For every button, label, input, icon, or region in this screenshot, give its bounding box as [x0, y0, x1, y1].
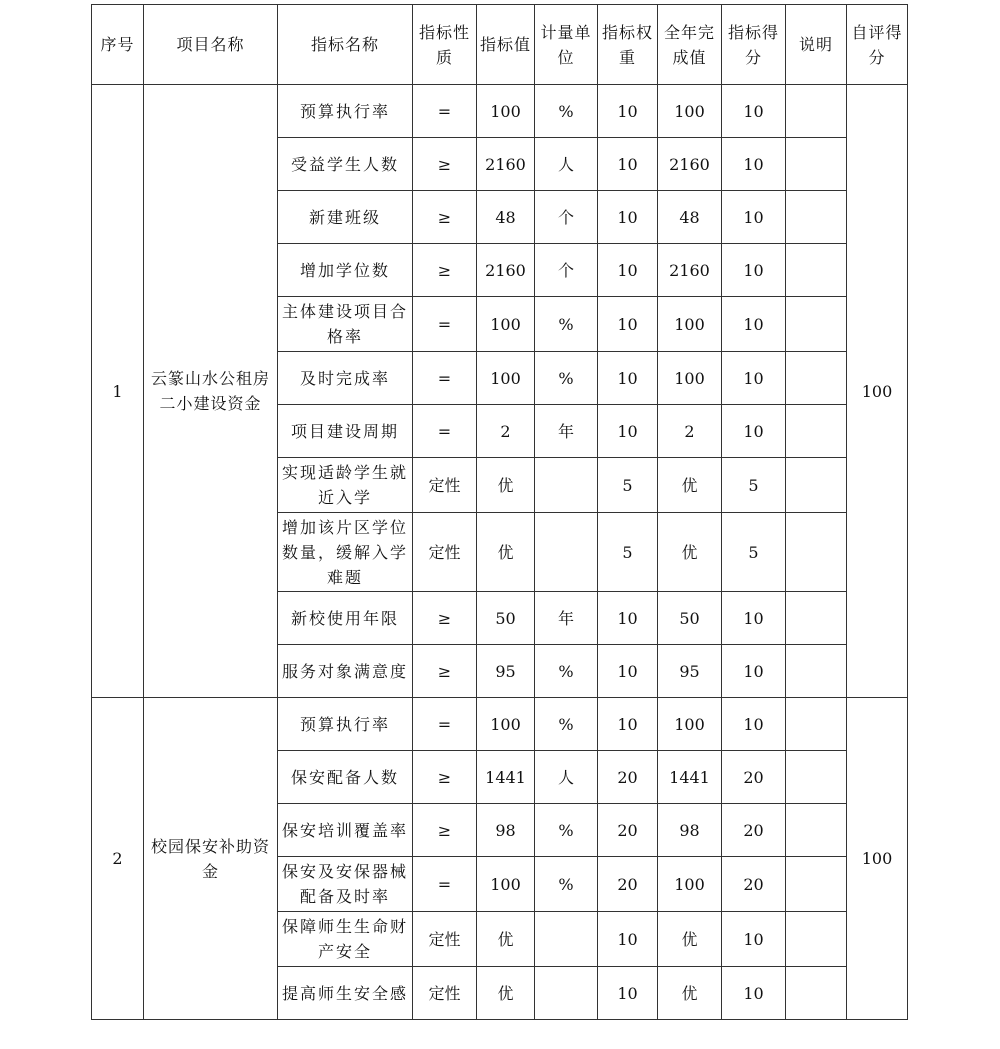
indicator-name: 保安培训覆盖率 — [278, 804, 413, 857]
indicator-actual: 优 — [658, 912, 722, 967]
indicator-score: 10 — [722, 405, 786, 458]
indicator-actual: 100 — [658, 352, 722, 405]
indicator-unit: 个 — [535, 191, 598, 244]
indicator-note — [786, 592, 847, 645]
indicator-weight: 20 — [598, 751, 658, 804]
table-row — [92, 698, 908, 751]
indicator-value: 98 — [477, 804, 535, 857]
project-seq: 1 — [92, 85, 144, 698]
indicator-note — [786, 912, 847, 967]
indicator-score: 10 — [722, 244, 786, 297]
indicator-weight: 10 — [598, 297, 658, 352]
indicator-weight: 10 — [598, 698, 658, 751]
indicator-note — [786, 191, 847, 244]
indicator-weight: 10 — [598, 967, 658, 1020]
indicator-unit: 年 — [535, 405, 598, 458]
indicator-actual: 优 — [658, 458, 722, 513]
indicator-weight: 10 — [598, 191, 658, 244]
header-actual: 全年完成值 — [658, 5, 722, 85]
indicator-name: 预算执行率 — [278, 698, 413, 751]
indicator-name: 及时完成率 — [278, 352, 413, 405]
indicator-score: 5 — [722, 513, 786, 592]
indicator-note — [786, 513, 847, 592]
indicator-nature: = — [413, 857, 477, 912]
indicator-value: 100 — [477, 352, 535, 405]
indicator-nature: 定性 — [413, 912, 477, 967]
indicator-note — [786, 804, 847, 857]
indicator-unit: 人 — [535, 751, 598, 804]
indicator-note — [786, 645, 847, 698]
indicator-value: 优 — [477, 912, 535, 967]
indicator-value: 100 — [477, 297, 535, 352]
indicator-value: 优 — [477, 967, 535, 1020]
indicator-score: 10 — [722, 645, 786, 698]
indicator-value: 2160 — [477, 244, 535, 297]
indicator-actual: 100 — [658, 297, 722, 352]
header-value: 指标值 — [477, 5, 535, 85]
project-self-score: 100 — [847, 85, 908, 698]
indicator-value: 100 — [477, 857, 535, 912]
indicator-nature: = — [413, 405, 477, 458]
indicator-note — [786, 85, 847, 138]
indicator-unit — [535, 458, 598, 513]
indicator-name: 实现适龄学生就近入学 — [278, 458, 413, 513]
indicator-name: 服务对象满意度 — [278, 645, 413, 698]
indicator-name: 保安及安保器械配备及时率 — [278, 857, 413, 912]
indicator-unit: % — [535, 857, 598, 912]
project-name: 云篆山水公租房二小建设资金 — [144, 85, 278, 698]
indicator-name: 新校使用年限 — [278, 592, 413, 645]
indicator-unit: % — [535, 698, 598, 751]
indicator-unit: % — [535, 645, 598, 698]
indicator-name: 项目建设周期 — [278, 405, 413, 458]
indicator-note — [786, 857, 847, 912]
indicator-score: 10 — [722, 191, 786, 244]
indicator-score: 20 — [722, 804, 786, 857]
header-seq: 序号 — [92, 5, 144, 85]
indicator-weight: 10 — [598, 592, 658, 645]
indicator-weight: 10 — [598, 85, 658, 138]
indicator-name: 保安配备人数 — [278, 751, 413, 804]
indicator-value: 95 — [477, 645, 535, 698]
indicator-nature: ≥ — [413, 751, 477, 804]
indicator-actual: 95 — [658, 645, 722, 698]
indicator-score: 10 — [722, 85, 786, 138]
indicator-note — [786, 458, 847, 513]
header-score: 指标得分 — [722, 5, 786, 85]
indicator-nature: = — [413, 297, 477, 352]
indicator-actual: 2160 — [658, 138, 722, 191]
indicator-weight: 10 — [598, 244, 658, 297]
indicator-note — [786, 751, 847, 804]
indicator-unit: % — [535, 804, 598, 857]
indicator-name: 新建班级 — [278, 191, 413, 244]
indicator-name: 主体建设项目合格率 — [278, 297, 413, 352]
indicator-score: 10 — [722, 138, 786, 191]
header-indicator: 指标名称 — [278, 5, 413, 85]
header-note: 说明 — [786, 5, 847, 85]
indicator-weight: 20 — [598, 857, 658, 912]
indicator-note — [786, 297, 847, 352]
indicator-actual: 50 — [658, 592, 722, 645]
indicator-note — [786, 244, 847, 297]
indicator-unit — [535, 912, 598, 967]
indicator-weight: 20 — [598, 804, 658, 857]
project-seq: 2 — [92, 698, 144, 1020]
table-row — [92, 85, 908, 138]
header-self-score: 自评得分 — [847, 5, 908, 85]
project-self-score: 100 — [847, 698, 908, 1020]
indicator-score: 20 — [722, 751, 786, 804]
indicator-nature: = — [413, 698, 477, 751]
indicator-name: 增加学位数 — [278, 244, 413, 297]
indicator-value: 优 — [477, 513, 535, 592]
indicator-weight: 5 — [598, 458, 658, 513]
indicator-name: 提高师生安全感 — [278, 967, 413, 1020]
indicator-note — [786, 138, 847, 191]
indicator-score: 10 — [722, 352, 786, 405]
indicator-score: 10 — [722, 297, 786, 352]
indicator-note — [786, 405, 847, 458]
indicator-unit — [535, 513, 598, 592]
indicator-score: 10 — [722, 592, 786, 645]
indicator-value: 2160 — [477, 138, 535, 191]
indicator-actual: 48 — [658, 191, 722, 244]
indicator-unit: 人 — [535, 138, 598, 191]
indicator-nature: ≥ — [413, 244, 477, 297]
indicator-weight: 10 — [598, 645, 658, 698]
indicator-unit: % — [535, 352, 598, 405]
indicator-weight: 10 — [598, 138, 658, 191]
indicator-nature: 定性 — [413, 513, 477, 592]
indicator-actual: 优 — [658, 513, 722, 592]
header-nature: 指标性质 — [413, 5, 477, 85]
indicator-weight: 10 — [598, 405, 658, 458]
indicator-nature: ≥ — [413, 138, 477, 191]
indicator-actual: 优 — [658, 967, 722, 1020]
indicator-note — [786, 698, 847, 751]
indicator-nature: = — [413, 352, 477, 405]
indicator-unit: 年 — [535, 592, 598, 645]
indicator-nature: ≥ — [413, 191, 477, 244]
indicator-name: 预算执行率 — [278, 85, 413, 138]
indicator-name: 保障师生生命财产安全 — [278, 912, 413, 967]
indicator-nature: ≥ — [413, 592, 477, 645]
indicator-actual: 1441 — [658, 751, 722, 804]
indicator-actual: 100 — [658, 698, 722, 751]
indicator-weight: 10 — [598, 912, 658, 967]
indicator-value: 100 — [477, 85, 535, 138]
indicator-unit: % — [535, 297, 598, 352]
indicator-nature: 定性 — [413, 967, 477, 1020]
indicator-score: 10 — [722, 912, 786, 967]
indicator-score: 20 — [722, 857, 786, 912]
indicator-value: 50 — [477, 592, 535, 645]
indicator-note — [786, 352, 847, 405]
indicator-nature: ≥ — [413, 645, 477, 698]
indicator-weight: 10 — [598, 352, 658, 405]
indicator-note — [786, 967, 847, 1020]
header-unit: 计量单位 — [535, 5, 598, 85]
indicator-actual: 100 — [658, 857, 722, 912]
indicator-value: 2 — [477, 405, 535, 458]
indicator-name: 受益学生人数 — [278, 138, 413, 191]
indicator-score: 10 — [722, 698, 786, 751]
project-name: 校园保安补助资金 — [144, 698, 278, 1020]
indicator-name: 增加该片区学位数量，缓解入学难题 — [278, 513, 413, 592]
indicator-actual: 2 — [658, 405, 722, 458]
performance-table — [91, 4, 908, 1020]
header-weight: 指标权重 — [598, 5, 658, 85]
indicator-unit — [535, 967, 598, 1020]
indicator-actual: 100 — [658, 85, 722, 138]
indicator-score: 5 — [722, 458, 786, 513]
header-row — [92, 5, 908, 85]
indicator-actual: 2160 — [658, 244, 722, 297]
indicator-score: 10 — [722, 967, 786, 1020]
indicator-value: 100 — [477, 698, 535, 751]
indicator-value: 48 — [477, 191, 535, 244]
indicator-unit: 个 — [535, 244, 598, 297]
indicator-weight: 5 — [598, 513, 658, 592]
indicator-unit: % — [535, 85, 598, 138]
indicator-value: 优 — [477, 458, 535, 513]
indicator-actual: 98 — [658, 804, 722, 857]
header-project: 项目名称 — [144, 5, 278, 85]
indicator-nature: 定性 — [413, 458, 477, 513]
indicator-nature: = — [413, 85, 477, 138]
indicator-value: 1441 — [477, 751, 535, 804]
indicator-nature: ≥ — [413, 804, 477, 857]
